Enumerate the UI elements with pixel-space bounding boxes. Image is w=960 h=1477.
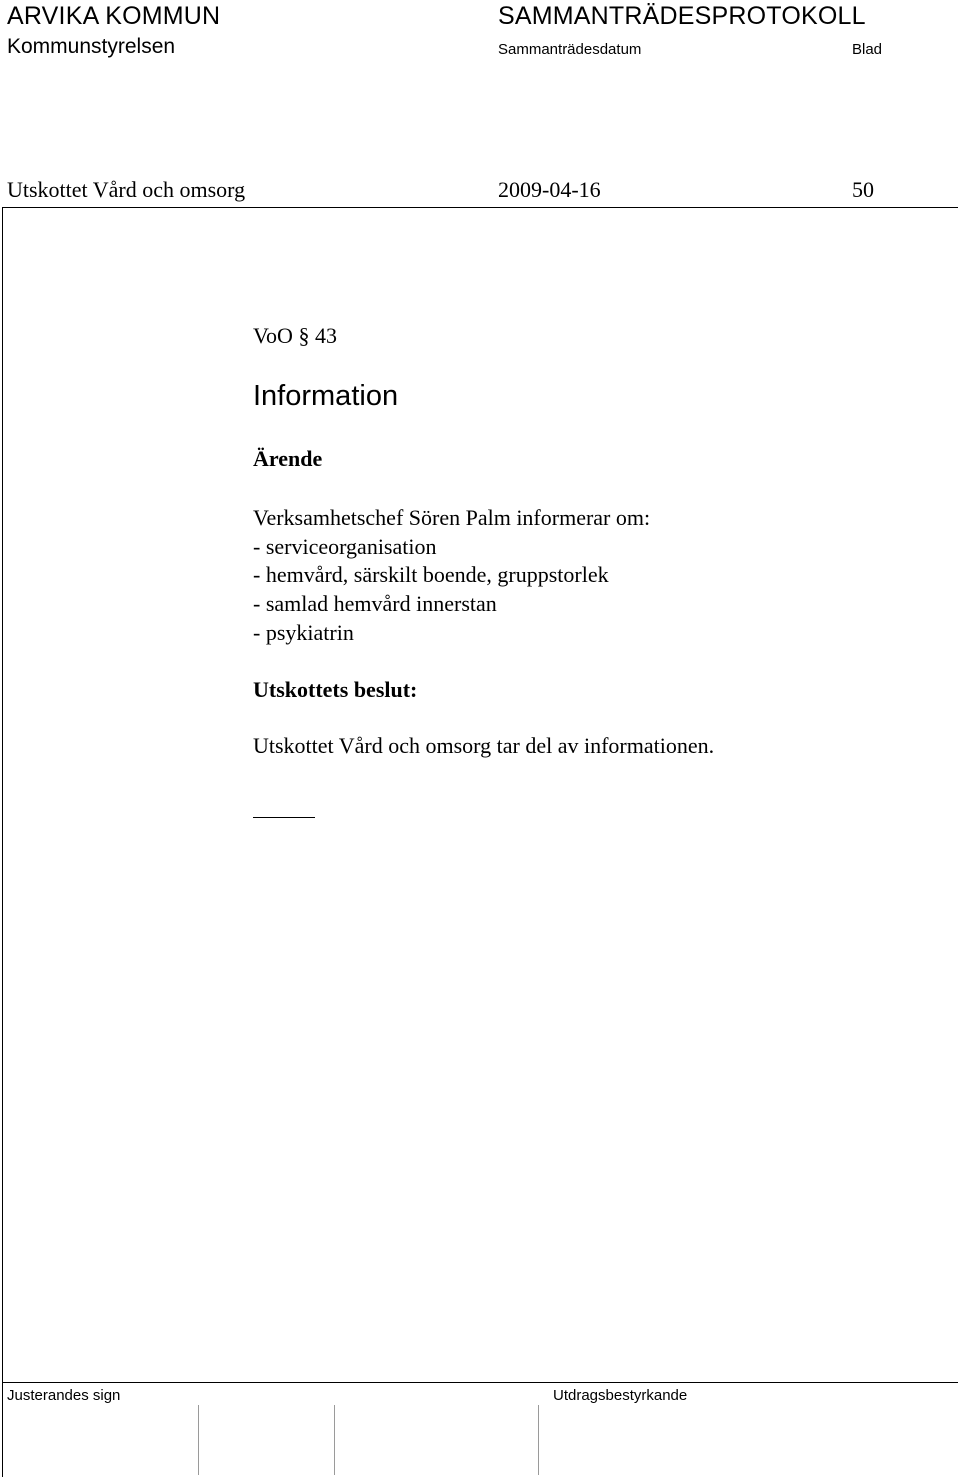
matter-heading: Ärende <box>253 446 323 471</box>
page-label: Blad <box>852 41 883 58</box>
matter-line: - hemvård, särskilt boende, gruppstorlek <box>253 562 609 588</box>
matter-line: - samlad hemvård innerstan <box>253 591 497 617</box>
matter-line: - psykiatrin <box>253 619 354 645</box>
meeting-date: 2009-04-16 <box>498 177 601 202</box>
decision-text: Utskottet Vård och omsorg tar del av informationen. <box>253 733 715 758</box>
signature-box-divider <box>538 1405 539 1475</box>
footer-divider <box>2 1382 958 1383</box>
document-type: SAMMANTRÄDESPROTOKOLL <box>498 2 866 30</box>
board-name: Kommunstyrelsen <box>7 35 176 58</box>
committee-name: Utskottet Vård och omsorg <box>7 177 246 202</box>
adjuster-signature-label: Justerandes sign <box>7 1387 121 1404</box>
item-title: Information <box>253 380 399 412</box>
header-divider <box>2 207 958 208</box>
paragraph-reference: VoO § 43 <box>253 323 337 348</box>
page-number: 50 <box>852 177 874 202</box>
matter-body <box>253 504 650 648</box>
signature-box-divider <box>334 1405 335 1475</box>
meeting-date-label: Sammanträdesdatum <box>498 41 642 58</box>
end-of-item-rule <box>253 817 315 818</box>
matter-line: - serviceorganisation <box>253 533 437 559</box>
matter-line: Verksamhetschef Sören Palm informerar om: <box>253 505 651 530</box>
left-frame-line <box>2 207 3 1477</box>
signature-box-divider <box>198 1405 199 1475</box>
organization-name: ARVIKA KOMMUN <box>7 2 221 30</box>
extract-certification-label: Utdragsbestyrkande <box>553 1387 688 1404</box>
decision-heading: Utskottets beslut: <box>253 677 418 702</box>
